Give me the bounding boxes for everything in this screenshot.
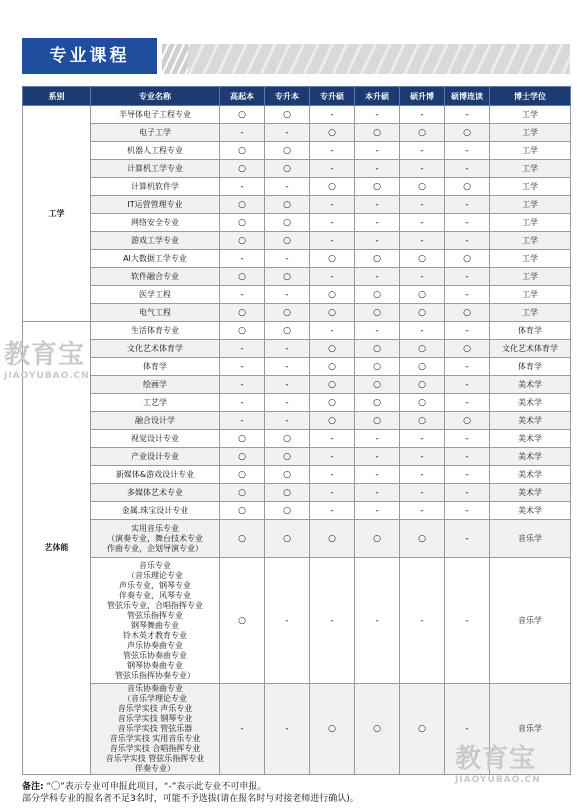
availability-cell: ○	[445, 340, 490, 358]
availability-cell: -	[445, 394, 490, 412]
availability-cell: -	[355, 196, 400, 214]
availability-cell: -	[400, 142, 445, 160]
availability-cell: ○	[310, 358, 355, 376]
availability-cell: -	[265, 124, 310, 142]
header-decoration	[162, 44, 570, 74]
table-row	[23, 448, 571, 466]
major-cell: 生活体育专业	[91, 322, 220, 340]
table-row	[23, 322, 571, 340]
availability-cell: -	[310, 268, 355, 286]
table-row	[23, 520, 571, 558]
watermark-text: 教育宝	[455, 744, 537, 774]
major-cell: 体育学	[91, 358, 220, 376]
table-row	[23, 502, 571, 520]
availability-cell: -	[265, 412, 310, 430]
availability-cell: ○	[355, 124, 400, 142]
availability-cell: ○	[400, 340, 445, 358]
degree-cell: 工学	[490, 286, 571, 304]
availability-cell: -	[445, 520, 490, 558]
availability-cell: -	[310, 484, 355, 502]
availability-cell: -	[400, 232, 445, 250]
degree-cell: 音乐学	[490, 558, 571, 684]
availability-cell: -	[355, 448, 400, 466]
major-cell: 软件融合专业	[91, 268, 220, 286]
major-cell: 游戏工学专业	[91, 232, 220, 250]
table-header-row	[23, 87, 571, 106]
degree-cell: 体育学	[490, 322, 571, 340]
availability-cell: ○	[265, 196, 310, 214]
department-cell: 艺体能	[23, 322, 91, 775]
availability-cell: ○	[355, 412, 400, 430]
availability-cell: -	[445, 196, 490, 214]
availability-cell: ○	[400, 684, 445, 775]
availability-cell: ○	[400, 412, 445, 430]
availability-cell: ○	[355, 340, 400, 358]
availability-cell: ○	[400, 178, 445, 196]
availability-cell: -	[310, 196, 355, 214]
degree-cell: 工学	[490, 304, 571, 322]
availability-cell: -	[400, 430, 445, 448]
availability-cell: -	[220, 376, 265, 394]
availability-cell: ○	[445, 304, 490, 322]
table-row	[23, 232, 571, 250]
availability-cell: -	[310, 214, 355, 232]
availability-cell: ○	[445, 250, 490, 268]
availability-cell: -	[355, 502, 400, 520]
watermark-sub: JIAOYUBAO.CN	[4, 371, 90, 381]
availability-cell: ○	[310, 376, 355, 394]
availability-cell: -	[445, 214, 490, 232]
availability-cell: -	[400, 214, 445, 232]
major-cell: 机器人工程专业	[91, 142, 220, 160]
degree-cell: 工学	[490, 268, 571, 286]
availability-cell: ○	[265, 106, 310, 124]
availability-cell: -	[445, 268, 490, 286]
table-row	[23, 106, 571, 124]
availability-cell: -	[220, 394, 265, 412]
availability-cell: -	[400, 160, 445, 178]
availability-cell: ○	[445, 124, 490, 142]
availability-cell: -	[265, 684, 310, 775]
availability-cell: -	[310, 142, 355, 160]
availability-cell: -	[445, 684, 490, 775]
degree-cell: 工学	[490, 160, 571, 178]
availability-cell: ○	[220, 214, 265, 232]
availability-cell: ○	[310, 124, 355, 142]
section-title: 专业课程	[22, 38, 157, 74]
table-row	[23, 196, 571, 214]
availability-cell: ○	[400, 394, 445, 412]
availability-cell: -	[445, 142, 490, 160]
availability-cell: -	[220, 412, 265, 430]
major-cell: 实用音乐专业 （演奏专业，舞台技术专业 作曲专业，企划导演专业）	[91, 520, 220, 558]
table-row	[23, 466, 571, 484]
watermark-text: 教育宝	[4, 340, 86, 370]
availability-cell: ○	[400, 286, 445, 304]
availability-cell: -	[400, 268, 445, 286]
header-zhuanshengben: 专升本	[265, 87, 310, 106]
availability-cell: ○	[265, 304, 310, 322]
availability-cell: -	[220, 684, 265, 775]
availability-cell: ○	[355, 250, 400, 268]
degree-cell: 美术学	[490, 376, 571, 394]
major-cell: 电子工学	[91, 124, 220, 142]
table-row	[23, 268, 571, 286]
availability-cell: -	[310, 106, 355, 124]
major-cell: AI大数据工学专业	[91, 250, 220, 268]
availability-cell: -	[445, 232, 490, 250]
availability-cell: ○	[265, 268, 310, 286]
degree-cell: 美术学	[490, 412, 571, 430]
degree-cell: 工学	[490, 178, 571, 196]
availability-cell: ○	[355, 304, 400, 322]
availability-cell: ○	[265, 232, 310, 250]
availability-cell: -	[400, 466, 445, 484]
major-cell: 融合设计学	[91, 412, 220, 430]
availability-cell: -	[445, 430, 490, 448]
availability-cell: ○	[310, 684, 355, 775]
availability-cell: -	[310, 466, 355, 484]
degree-cell: 工学	[490, 232, 571, 250]
availability-cell: ○	[220, 484, 265, 502]
availability-cell: ○	[445, 178, 490, 196]
availability-cell: -	[355, 160, 400, 178]
availability-cell: -	[310, 430, 355, 448]
availability-cell: -	[355, 142, 400, 160]
degree-cell: 美术学	[490, 484, 571, 502]
availability-cell: ○	[265, 160, 310, 178]
availability-cell: ○	[265, 214, 310, 232]
availability-cell: -	[355, 430, 400, 448]
availability-cell: ○	[400, 520, 445, 558]
availability-cell: ○	[220, 520, 265, 558]
availability-cell: -	[445, 106, 490, 124]
availability-cell: ○	[220, 322, 265, 340]
availability-cell: ○	[355, 358, 400, 376]
availability-cell: -	[310, 448, 355, 466]
degree-cell: 工学	[490, 142, 571, 160]
footnote-text-1: “〇”表示专业可申报此项目，“-”表示此专业不可申报。	[46, 782, 267, 792]
availability-cell: ○	[400, 376, 445, 394]
major-cell: 产业设计专业	[91, 448, 220, 466]
availability-cell: ○	[265, 322, 310, 340]
watermark-left	[4, 334, 90, 381]
availability-cell: ○	[220, 196, 265, 214]
availability-cell: ○	[400, 124, 445, 142]
watermark-right	[455, 738, 541, 785]
major-cell: 网络安全专业	[91, 214, 220, 232]
header-major: 专业名称	[91, 87, 220, 106]
major-cell: 计算机软件学	[91, 178, 220, 196]
header-zhuanshengshuo: 专升硕	[310, 87, 355, 106]
availability-cell: -	[445, 358, 490, 376]
availability-cell: ○	[220, 142, 265, 160]
table-row	[23, 394, 571, 412]
availability-cell: -	[220, 358, 265, 376]
major-cell: IT运营管理专业	[91, 196, 220, 214]
availability-cell: -	[445, 448, 490, 466]
availability-cell: -	[355, 232, 400, 250]
table-row	[23, 430, 571, 448]
availability-cell: -	[265, 340, 310, 358]
table-row	[23, 124, 571, 142]
watermark-sub: JIAOYUBAO.CN	[455, 775, 541, 785]
table-row	[23, 142, 571, 160]
availability-cell: ○	[445, 412, 490, 430]
availability-cell: -	[400, 502, 445, 520]
availability-cell: ○	[355, 684, 400, 775]
availability-cell: -	[400, 448, 445, 466]
availability-cell: -	[265, 250, 310, 268]
availability-cell: -	[355, 214, 400, 232]
major-cell: 计算机工学专业	[91, 160, 220, 178]
table-row	[23, 214, 571, 232]
availability-cell: -	[310, 322, 355, 340]
major-cell: 工艺学	[91, 394, 220, 412]
availability-cell: -	[310, 232, 355, 250]
degree-cell: 音乐学	[490, 684, 571, 775]
availability-cell: ○	[310, 250, 355, 268]
major-cell: 新媒体&游戏设计专业	[91, 466, 220, 484]
availability-cell: ○	[400, 304, 445, 322]
major-cell: 视觉设计专业	[91, 430, 220, 448]
availability-cell: ○	[220, 430, 265, 448]
major-cell: 文化艺术体育学	[91, 340, 220, 358]
table-row	[23, 178, 571, 196]
availability-cell: -	[220, 250, 265, 268]
table-row	[23, 160, 571, 178]
footnote-label: 备注:	[22, 782, 44, 792]
availability-cell: -	[445, 558, 490, 684]
availability-cell: ○	[265, 430, 310, 448]
availability-cell: ○	[310, 340, 355, 358]
availability-cell: -	[310, 502, 355, 520]
availability-cell: ○	[220, 160, 265, 178]
availability-cell: ○	[265, 502, 310, 520]
availability-cell: -	[400, 322, 445, 340]
availability-cell: ○	[220, 106, 265, 124]
table-row	[23, 286, 571, 304]
availability-cell: -	[400, 484, 445, 502]
availability-cell: ○	[310, 412, 355, 430]
availability-cell: ○	[220, 558, 265, 684]
degree-cell: 工学	[490, 250, 571, 268]
header-benshengshuo: 本升硕	[355, 87, 400, 106]
degree-cell: 美术学	[490, 448, 571, 466]
availability-cell: -	[220, 124, 265, 142]
footnote-line-2: 部分学科专业的报名者不足3名时，可能不予选拔(请在报名时与对接老师进行确认)。	[22, 794, 359, 804]
availability-cell: -	[265, 394, 310, 412]
header-phd-degree: 博士学位	[490, 87, 571, 106]
major-cell: 金属.珠宝设计专业	[91, 502, 220, 520]
availability-cell: -	[220, 178, 265, 196]
availability-cell: ○	[265, 484, 310, 502]
availability-cell: ○	[220, 466, 265, 484]
availability-cell: -	[445, 376, 490, 394]
header-shuoshengbo: 硕升博	[400, 87, 445, 106]
availability-cell: ○	[310, 520, 355, 558]
major-cell: 多媒体艺术专业	[91, 484, 220, 502]
table-row	[23, 412, 571, 430]
major-cell: 电气工程	[91, 304, 220, 322]
degree-cell: 工学	[490, 106, 571, 124]
degree-cell: 体育学	[490, 358, 571, 376]
degree-cell: 工学	[490, 196, 571, 214]
availability-cell: -	[355, 484, 400, 502]
availability-cell: -	[445, 484, 490, 502]
availability-cell: -	[265, 558, 310, 684]
availability-cell: -	[220, 286, 265, 304]
availability-cell: -	[265, 358, 310, 376]
header-gaoqiben: 高起本	[220, 87, 265, 106]
table-row	[23, 484, 571, 502]
availability-cell: -	[445, 466, 490, 484]
availability-cell: -	[355, 466, 400, 484]
department-cell: 工学	[23, 106, 91, 322]
availability-cell: ○	[265, 466, 310, 484]
availability-cell: -	[400, 106, 445, 124]
availability-cell: -	[400, 558, 445, 684]
table-row	[23, 304, 571, 322]
availability-cell: ○	[355, 394, 400, 412]
table-row	[23, 376, 571, 394]
degree-cell: 音乐学	[490, 520, 571, 558]
degree-cell: 美术学	[490, 430, 571, 448]
availability-cell: -	[445, 502, 490, 520]
availability-cell: ○	[310, 178, 355, 196]
availability-cell: -	[355, 268, 400, 286]
degree-cell: 文化艺术体育学	[490, 340, 571, 358]
header-shuobolian: 硕博连读	[445, 87, 490, 106]
availability-cell: ○	[400, 250, 445, 268]
availability-cell: -	[310, 160, 355, 178]
availability-cell: ○	[355, 520, 400, 558]
major-cell: 音乐协奏曲专业 （音乐学理论专业 音乐学实技 声乐专业 音乐学实技 钢琴专业 音乐学实技 管弦乐器 音乐学实技 实用音乐专业 音乐学实技 合唱指挥专业 音乐学实技 管弦乐指挥专业 伴奏专业）	[91, 684, 220, 775]
section-header	[22, 38, 570, 74]
header-department: 系别	[23, 87, 91, 106]
availability-cell: -	[220, 340, 265, 358]
availability-cell: -	[400, 196, 445, 214]
availability-cell: ○	[355, 376, 400, 394]
availability-cell: ○	[265, 448, 310, 466]
degree-cell: 工学	[490, 214, 571, 232]
availability-cell: -	[355, 106, 400, 124]
table-body	[23, 106, 571, 775]
availability-cell: -	[355, 322, 400, 340]
table-row	[23, 340, 571, 358]
availability-cell: ○	[220, 448, 265, 466]
availability-cell: -	[355, 558, 400, 684]
availability-cell: ○	[220, 232, 265, 250]
availability-cell: ○	[310, 394, 355, 412]
availability-cell: ○	[355, 178, 400, 196]
availability-cell: ○	[220, 502, 265, 520]
course-table	[22, 86, 571, 775]
availability-cell: -	[445, 286, 490, 304]
availability-cell: ○	[355, 286, 400, 304]
major-cell: 音乐专业 （音乐理论专业 声乐专业，钢琴专业 伴奏专业，风琴专业 管弦乐专业，合唱指挥专业 管弦乐指挥专业 钢琴舞曲专业 铃木英才教育专业 声乐协奏曲专业 管弦乐协奏曲专业 钢琴协奏曲专业 管弦乐指挥协奏专业）	[91, 558, 220, 684]
major-cell: 绘画学	[91, 376, 220, 394]
availability-cell: -	[445, 322, 490, 340]
major-cell: 半导体电子工程专业	[91, 106, 220, 124]
degree-cell: 工学	[490, 124, 571, 142]
availability-cell: ○	[220, 304, 265, 322]
degree-cell: 美术学	[490, 502, 571, 520]
table-row	[23, 358, 571, 376]
availability-cell: -	[445, 160, 490, 178]
degree-cell: 美术学	[490, 394, 571, 412]
availability-cell: -	[265, 376, 310, 394]
availability-cell: ○	[310, 286, 355, 304]
degree-cell: 美术学	[490, 466, 571, 484]
availability-cell: -	[265, 178, 310, 196]
availability-cell: ○	[310, 304, 355, 322]
major-cell: 医学工程	[91, 286, 220, 304]
availability-cell: ○	[265, 142, 310, 160]
table-row	[23, 250, 571, 268]
availability-cell: ○	[265, 520, 310, 558]
availability-cell: ○	[220, 268, 265, 286]
table-row	[23, 558, 571, 684]
availability-cell: -	[310, 558, 355, 684]
availability-cell: -	[265, 286, 310, 304]
availability-cell: ○	[400, 358, 445, 376]
